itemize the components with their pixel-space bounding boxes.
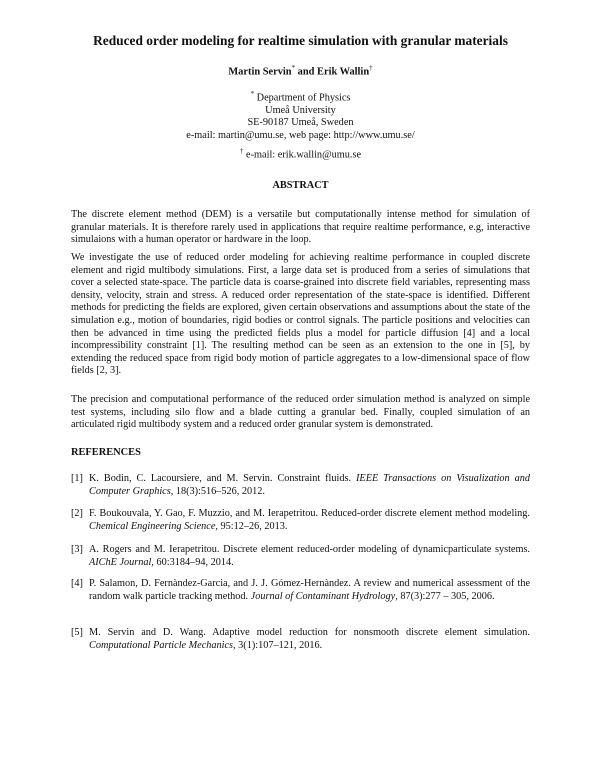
abstract-heading: ABSTRACT <box>272 180 329 191</box>
affiliation-university: Umeå University <box>265 104 336 116</box>
references-heading: REFERENCES <box>71 447 141 458</box>
affiliation-block <box>71 88 530 142</box>
reference-authors: A. Rogers and M. Ierapetritou. Discrete element reduced-order modeling of dynamicparticulate systems. <box>89 544 530 555</box>
reference-authors: M. Servin and D. Wang. Adaptive model reduction for nonsmooth discrete element simulation. <box>89 627 530 638</box>
author-1: Martin Servin <box>228 66 292 78</box>
author-conjunction: and <box>295 66 318 78</box>
reference-item <box>71 627 530 652</box>
affiliation-contact: e-mail: martin@umu.se, web page: http://www.umu.se/ <box>186 129 415 141</box>
abstract-paragraph-1: The discrete element method (DEM) is a versatile but computationally intense method for simulation of granular materials. It is therefore rarely used in applications that require realtime performance, e.g, interactive simulaions with a human operator or hardware in the loop. <box>71 209 530 246</box>
abstract-paragraph-2: We investigate the use of reduced order modeling for achieving realtime performance in coupled discrete element and rigid multibody simulations. First, a large data set is produced from a series of simulations that cover a selected state-space. The particle data is coarse-grained into discrete field variables, representing mass density, velocity, strain and stress. A reduced order representation of the state-space is identified. Different methods for predicting the fields are explored, given certain observations and assumptions about the state of the simulation e.g., motion of boundaries, rigid bodies or control signals. The particle positions and velocities can then be advanced in time using the predicted fields plus a model for particle diffusion [4] and a local incompressibility constraint [1]. The resulting method can be seen as an extension to the one in [5], by extending the reduced space from rigid body motion of particle aggregates to a low-dimensional space of flow fields [2, 3]. <box>71 252 530 377</box>
reference-number: [3] <box>71 544 83 555</box>
reference-number: [5] <box>71 627 83 638</box>
reference-details: , 87(3):277 – 305, 2006. <box>395 590 495 602</box>
reference-venue: Chemical Engineering Science <box>89 520 216 532</box>
reference-details: , 3(1):107–121, 2016. <box>233 639 323 651</box>
reference-item <box>71 473 530 498</box>
reference-item <box>71 578 530 603</box>
reference-number: [4] <box>71 578 83 589</box>
author-line <box>71 64 530 77</box>
reference-details: , 95:12–26, 2013. <box>215 520 288 532</box>
affiliation-address: SE-90187 Umeå, Sweden <box>247 117 354 129</box>
author-2: Erik Wallin <box>317 66 370 78</box>
reference-item <box>71 508 530 533</box>
reference-details: , 60:3184–94, 2014. <box>151 556 234 568</box>
reference-number: [1] <box>71 473 83 484</box>
reference-number: [2] <box>71 508 83 519</box>
reference-venue: Computational Particle Mechanics <box>89 639 234 651</box>
paper-title: Reduced order modeling for realtime simulation with granular materials <box>93 33 508 48</box>
reference-venue: Journal of Contaminant Hydrology <box>250 590 396 602</box>
reference-details: , 18(3):516–526, 2012. <box>170 485 265 497</box>
reference-authors: F. Boukouvala, Y. Gao, F. Muzzio, and M. Ierapetritou. Reduced-order discrete element method modeling. <box>89 508 530 519</box>
reference-authors: K. Bodin, C. Lacoursiere, and M. Servin. Constraint fluids. <box>89 473 357 484</box>
author-2-mark: † <box>369 64 373 72</box>
author-1-mark: * <box>291 64 296 72</box>
affiliation-2-mark: † <box>239 147 244 155</box>
affiliation-2 <box>71 147 530 160</box>
affiliation-2-contact: e-mail: erik.wallin@umu.se <box>243 149 362 161</box>
reference-venue: AIChE Journal <box>89 556 152 568</box>
affiliation-mark: * <box>250 90 255 98</box>
reference-authors: P. Salamon, D. Fernàndez-Garcia, and J. J. Gómez-Hernàndez. A review and numerical assessment of the random walk particle tracking method. <box>89 578 530 602</box>
affiliation-department: Department of Physics <box>254 92 351 104</box>
reference-venue: IEEE Transactions on Visualization and Computer Graphics <box>89 473 531 497</box>
abstract-paragraph-3: The precision and computational performance of the reduced order simulation method is analyzed on simple test systems, including silo flow and a blade cutting a granular bed. Finally, coupled simulation of an articulated rigid multibody system and a reduced order granular system is demonstrated. <box>71 394 530 431</box>
reference-item <box>71 544 530 569</box>
